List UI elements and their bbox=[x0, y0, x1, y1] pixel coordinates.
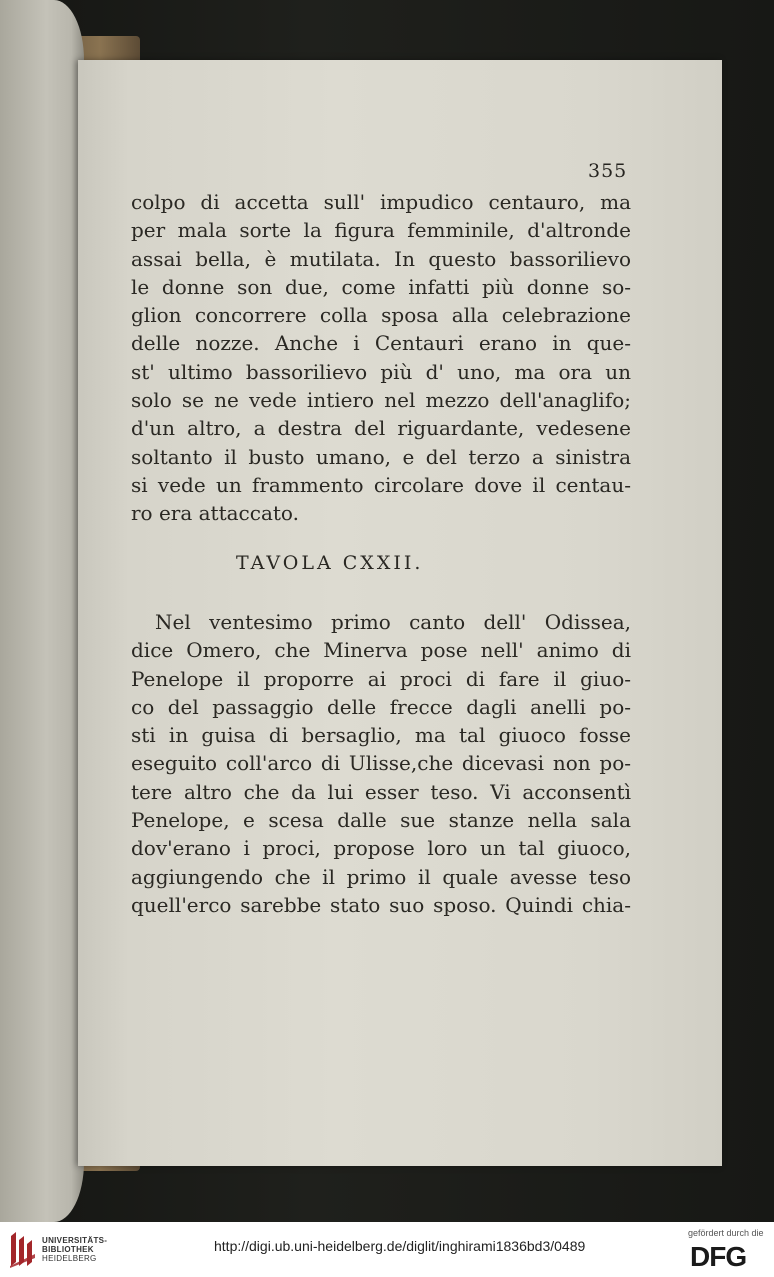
text-line: Nel ventesimo primo canto dell' Odissea, bbox=[155, 610, 631, 634]
ub-heidelberg-logo-icon[interactable] bbox=[8, 1230, 38, 1268]
text-line: co del passaggio delle frecce dagli anelli po- bbox=[131, 694, 631, 719]
text-line: d'un altro, a destra del riguardante, vedesene bbox=[131, 416, 631, 441]
text-line: soltanto il busto umano, e del terzo a sinistra bbox=[131, 444, 631, 469]
text-line: glion concorrere colla sposa alla celebrazione bbox=[131, 303, 631, 328]
text-line: solo se ne vede intiero nel mezzo dell'anaglifo; bbox=[131, 388, 631, 413]
text-line: dice Omero, che Minerva pose nell' animo di bbox=[131, 638, 631, 663]
text-line: st' ultimo bassorilievo più d' uno, ma ora un bbox=[131, 359, 631, 384]
paragraph-1 bbox=[131, 188, 631, 528]
text-line: le donne son due, come infatti più donne so- bbox=[131, 274, 631, 299]
text-line: Penelope, e scesa dalle sue stanze nella sala bbox=[131, 808, 631, 833]
library-name-line: UNIVERSITÄTS- bbox=[42, 1236, 108, 1245]
text-line: assai bella, è mutilata. In questo bassorilievo bbox=[131, 246, 631, 271]
text-line: colpo di accetta sull' impudico centauro, ma bbox=[131, 190, 631, 214]
text-line: quell'erco sarebbe stato suo sposo. Quindi chia- bbox=[131, 892, 631, 917]
text-line: delle nozze. Anche i Centauri erano in que- bbox=[131, 331, 631, 356]
dfg-logo[interactable]: DFG bbox=[690, 1241, 747, 1272]
text-line: per mala sorte la figura femminile, d'altronde bbox=[131, 218, 631, 243]
left-page-edge bbox=[0, 0, 84, 1222]
text-line: ro era attaccato. bbox=[131, 501, 299, 526]
text-line: si vede un frammento circolare dove il centau- bbox=[131, 472, 631, 497]
text-line: aggiungendo che il primo il quale avesse teso bbox=[131, 864, 631, 889]
text-line: Penelope il proporre ai proci di fare il giuo- bbox=[131, 666, 631, 691]
text-line: dov'erano i proci, propose loro un tal giuoco, bbox=[131, 836, 631, 861]
viewer-footer bbox=[0, 1222, 774, 1277]
page-url-link[interactable]: http://digi.ub.uni-heidelberg.de/diglit/inghirami1836bd3/0489 bbox=[214, 1238, 586, 1254]
section-heading: TAVOLA CXXII. bbox=[236, 552, 424, 574]
text-line: tere altro che da lui esser teso. Vi acconsentì bbox=[131, 779, 631, 804]
text-line: eseguito coll'arco di Ulisse,che dicevasi non po- bbox=[131, 751, 631, 776]
funded-by-label: gefördert durch die bbox=[688, 1228, 764, 1238]
library-name[interactable] bbox=[42, 1236, 107, 1263]
book-page bbox=[78, 60, 722, 1166]
page-number: 355 bbox=[588, 160, 628, 182]
library-name-line: HEIDELBERG bbox=[42, 1254, 97, 1263]
library-name-line: BIBLIOTHEK bbox=[42, 1245, 94, 1254]
paragraph-2 bbox=[131, 608, 631, 919]
text-line: sti in guisa di bersaglio, ma tal giuoco fosse bbox=[131, 723, 631, 748]
